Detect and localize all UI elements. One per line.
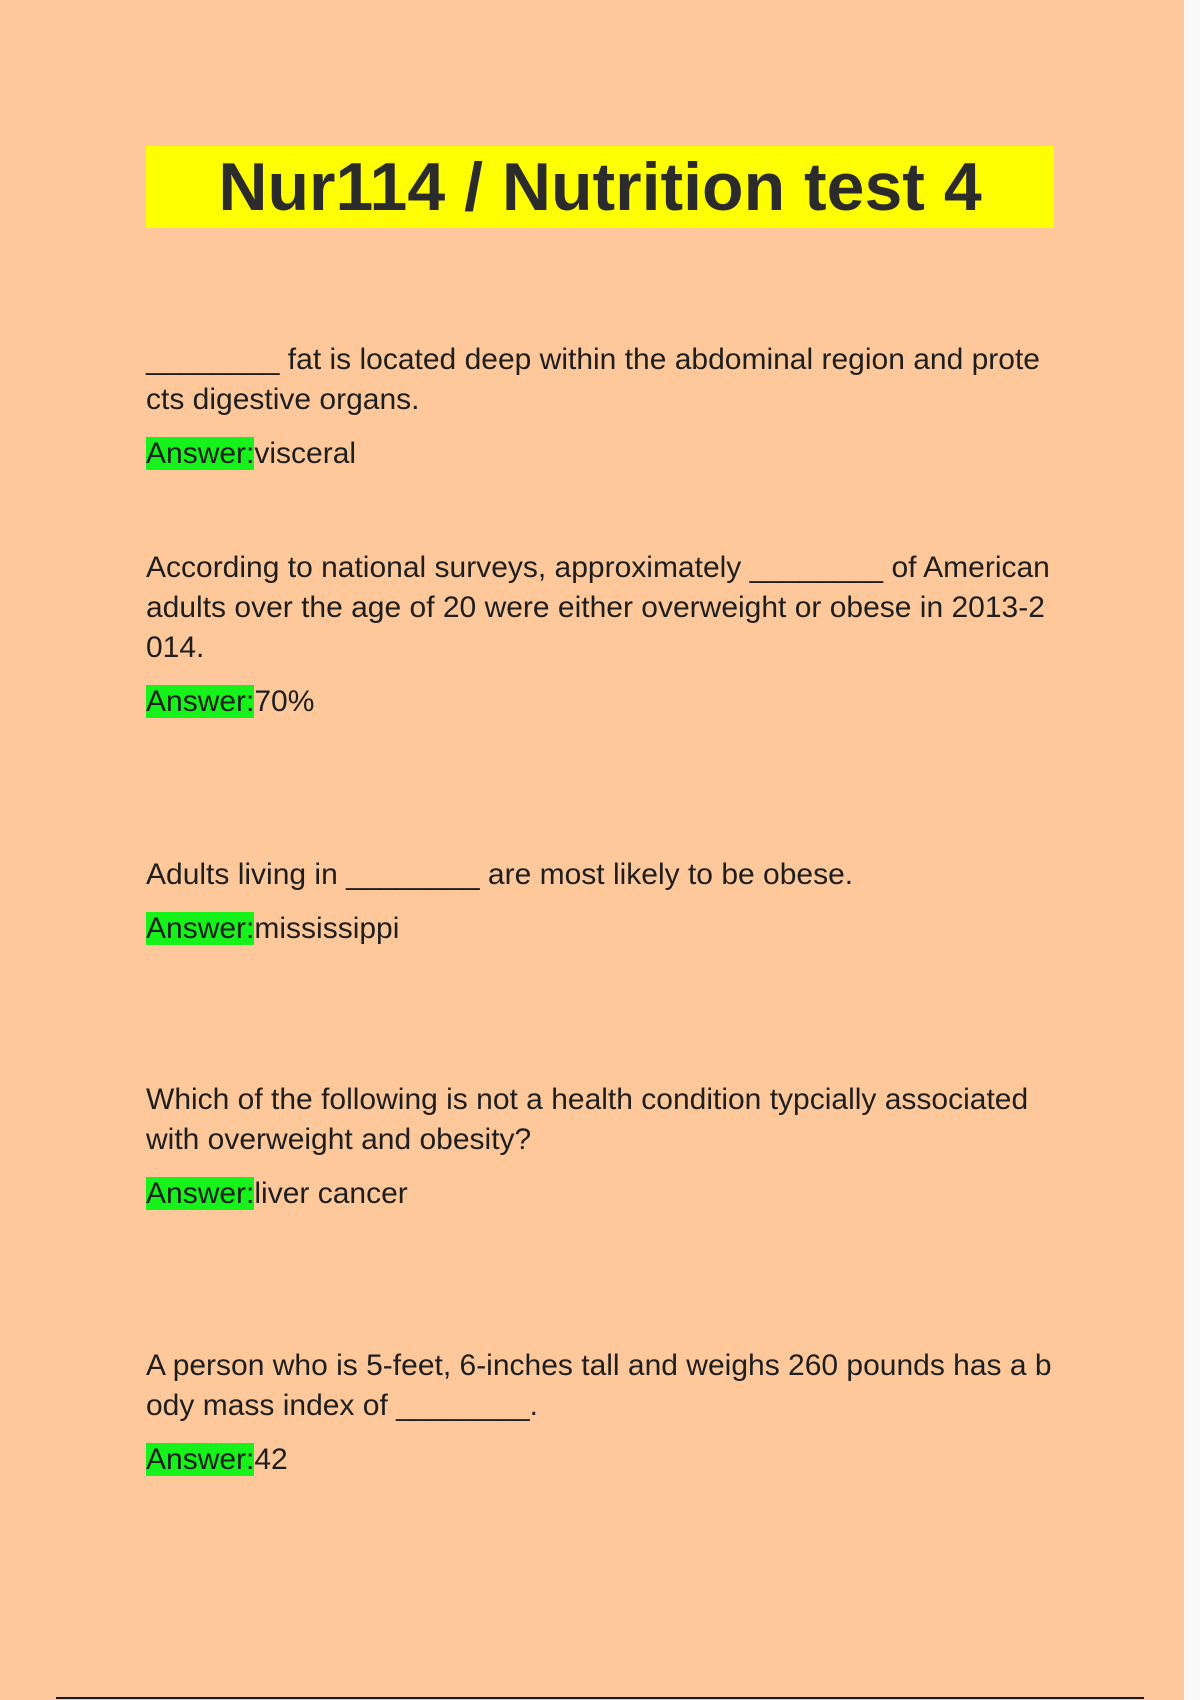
answer-value: 42 bbox=[254, 1443, 288, 1476]
answer-value: visceral bbox=[254, 437, 357, 470]
answer-value: mississippi bbox=[254, 912, 400, 945]
answer-line bbox=[146, 1176, 1054, 1212]
page-edge bbox=[1184, 0, 1200, 1700]
question-text: Which of the following is not a health condition typcially associated with overweight and obesity? bbox=[146, 1083, 1029, 1156]
answer-label: Answer: bbox=[146, 1177, 255, 1210]
answer-label: Answer: bbox=[146, 437, 255, 470]
answer-label: Answer: bbox=[146, 1443, 255, 1476]
answer-value: liver cancer bbox=[254, 1177, 408, 1210]
question-block-5 bbox=[146, 1346, 1054, 1478]
question-block-1 bbox=[146, 340, 1054, 472]
page-title: Nur114 / Nutrition test 4 bbox=[218, 149, 982, 225]
question-text: A person who is 5-feet, 6-inches tall and weighs 260 pounds has a body mass index of ________. bbox=[146, 1349, 1052, 1422]
answer-line bbox=[146, 684, 1054, 720]
answer-label: Answer: bbox=[146, 685, 255, 718]
question-text: Adults living in ________ are most likely to be obese. bbox=[146, 858, 854, 891]
question-text: According to national surveys, approximately ________ of American adults over the age of 20 were either overweight or obese in 2013-2014. bbox=[146, 551, 1050, 664]
question-block-2 bbox=[146, 548, 1054, 720]
answer-line bbox=[146, 436, 1054, 472]
question-block-3 bbox=[146, 855, 1054, 947]
answer-line bbox=[146, 1442, 1054, 1478]
question-block-4 bbox=[146, 1080, 1054, 1212]
answer-value: 70% bbox=[254, 685, 315, 718]
answer-line bbox=[146, 911, 1054, 947]
footer-divider bbox=[56, 1697, 1144, 1699]
question-text: ________ fat is located deep within the abdominal region and protects digestive organs. bbox=[146, 343, 1040, 416]
title-highlight bbox=[146, 146, 1054, 228]
answer-label: Answer: bbox=[146, 912, 255, 945]
